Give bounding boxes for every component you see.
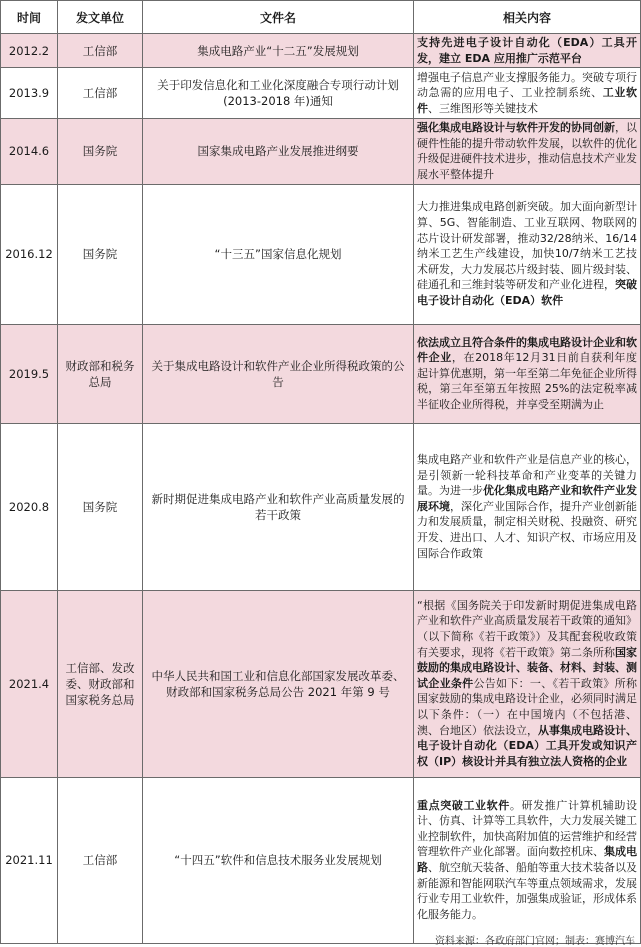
- content-emphasis: 依法成立且符合条件的集成电路设计企业和软件企业: [417, 335, 637, 365]
- content-emphasis: 优化集成电路产业和软件产业发展环境: [417, 484, 637, 513]
- cell-date: 2020.8: [1, 423, 58, 590]
- table-row: [1, 68, 641, 119]
- cell-document-name: “十三五”国家信息化规划: [143, 184, 414, 324]
- table-row: [1, 34, 641, 68]
- table-row: [1, 119, 641, 184]
- cell-content: [414, 184, 641, 324]
- cell-issuer: 工信部: [58, 34, 143, 68]
- table-row: [1, 590, 641, 777]
- table-row: [1, 777, 641, 943]
- cell-issuer: 国务院: [58, 184, 143, 324]
- header-content: 相关内容: [414, 1, 641, 34]
- cell-date: 2013.9: [1, 68, 58, 119]
- cell-document-name: 国家集成电路产业发展推进纲要: [143, 119, 414, 184]
- content-text: 。研发推广计算机辅助设计、仿真、计算等工具软件，大力发展关键工业控制软件，加快高附加值的运营维护和经营管理软件产业化部署。面向数控机床、: [417, 798, 638, 859]
- cell-document-name: 关于集成电路设计和软件产业企业所得税政策的公告: [143, 324, 414, 423]
- header-date: 时间: [1, 1, 58, 34]
- cell-date: 2016.12: [1, 184, 58, 324]
- cell-date: 2012.2: [1, 34, 58, 68]
- cell-document-name: 新时期促进集成电路产业和软件产业高质量发展的若干政策: [143, 423, 414, 590]
- content-text: 集成电路产业和软件产业是信息产业的核心，是引领新一轮科技革命和产业变革的关键力量。为进一步: [417, 452, 637, 498]
- content-text: 、航空航天装备、船舶等重大技术装备以及新能源和智能网联汽车等重点领域需求，发展行业专用工业软件，加强集成验证，形成体系化服务能力。: [417, 861, 637, 921]
- table-row: [1, 423, 641, 590]
- cell-document-name: “十四五”软件和信息技术服务业发展规划: [143, 777, 414, 943]
- content-text: 增强电子信息产业支撑服务能力。突破专项行动急需的应用电子、工业控制系统、: [417, 70, 637, 100]
- content-text: ，以硬件性能的提升带动软件发展，以软件的优化升级促进硬件技术进步，推动信息技术产业发展水平整体提升: [417, 121, 637, 181]
- content-text: ，在2018年12月31日前自获利年度起计算优惠期，第一年至第二年免征企业所得税，第三年至第五年按照 25%的法定税率减半征收企业所得税，并享受至期满为止: [417, 351, 637, 411]
- content-emphasis: 集成电路: [417, 845, 637, 875]
- cell-content: [414, 777, 641, 943]
- content-text: 、三维图形等关键技术: [428, 101, 538, 115]
- cell-issuer: 工信部、发改委、财政部和国家税务总局: [58, 590, 143, 777]
- cell-content: [414, 590, 641, 777]
- content-emphasis: 国家鼓励的集成电路设计、装备、材料、封装、测试企业条件: [417, 645, 637, 690]
- cell-content: [414, 324, 641, 423]
- content-emphasis: 工业软件: [417, 86, 638, 115]
- cell-date: 2021.4: [1, 590, 58, 777]
- cell-document-name: 关于印发信息化和工业化深度融合专项行动计划(2013-2018 年)通知: [143, 68, 414, 119]
- cell-content: [414, 34, 641, 68]
- cell-document-name: 集成电路产业“十二五”发展规划: [143, 34, 414, 68]
- content-text: ，深化产业国际合作，提升产业创新能力和发展质量，制定相关财税、投融资、研究开发、进出口、人才、知识产权、市场应用及国际合作政策: [417, 499, 637, 560]
- table-body: [1, 34, 641, 944]
- cell-date: 2019.5: [1, 324, 58, 423]
- content-emphasis: 突破电子设计自动化（EDA）软件: [417, 278, 637, 308]
- content-emphasis: 强化集成电路设计与软件开发的协同创新: [417, 121, 615, 135]
- header-row: [1, 1, 641, 34]
- cell-date: 2014.6: [1, 119, 58, 184]
- content-text: 大力推进集成电路创新突破。加大面向新型计算、5G、智能制造、工业互联网、物联网的芯片设计研发部署，推动32/28纳米、16/14纳米工艺生产线建设，加快10/7纳米工艺技术研发，大力发展芯片级封装、圆片级封装、硅通孔和三维封装等研发和产业化进程，: [417, 200, 637, 292]
- cell-content: [414, 423, 641, 590]
- content-text: “根据《国务院关于印发新时期促进集成电路产业和软件产业高质量发展若干政策的通知》（以下简称《若干政策》）及其配套税收政策有关要求，现将《若干政策》第二条所称: [417, 598, 637, 659]
- cell-content: [414, 119, 641, 184]
- header-issuer: 发文单位: [58, 1, 143, 34]
- cell-content: [414, 68, 641, 119]
- cell-issuer: 国务院: [58, 119, 143, 184]
- content-emphasis: 从事集成电路设计、电子设计自动化（EDA）工具开发或知识产权（IP）核设计并具有独立法人资格的企业: [417, 723, 637, 768]
- cell-date: 2021.11: [1, 777, 58, 943]
- cell-issuer: 工信部: [58, 777, 143, 943]
- content-emphasis: 支持先进电子设计自动化（EDA）工具开发，建立 EDA 应用推广示范平台: [417, 36, 637, 65]
- table-row: [1, 324, 641, 423]
- table-row: [1, 184, 641, 324]
- cell-issuer: 国务院: [58, 423, 143, 590]
- header-name: 文件名: [143, 1, 414, 34]
- cell-issuer: 财政部和税务总局: [58, 324, 143, 423]
- content-emphasis: 重点突破工业软件: [417, 798, 510, 812]
- source-note: 资料来源：各政府部门官网；制表：赛博汽车: [435, 936, 635, 947]
- cell-document-name: 中华人民共和国工业和信息化部国家发展改革委、财政部和国家税务总局公告 2021 年第 9 号: [143, 590, 414, 777]
- content-text: 公告如下：一、《若干政策》所称国家鼓励的集成电路设计企业，必须同时满足以下条件：（一）在中国境内（不包括港、澳、台地区）依法设立，: [417, 676, 638, 737]
- cell-issuer: 工信部: [58, 68, 143, 119]
